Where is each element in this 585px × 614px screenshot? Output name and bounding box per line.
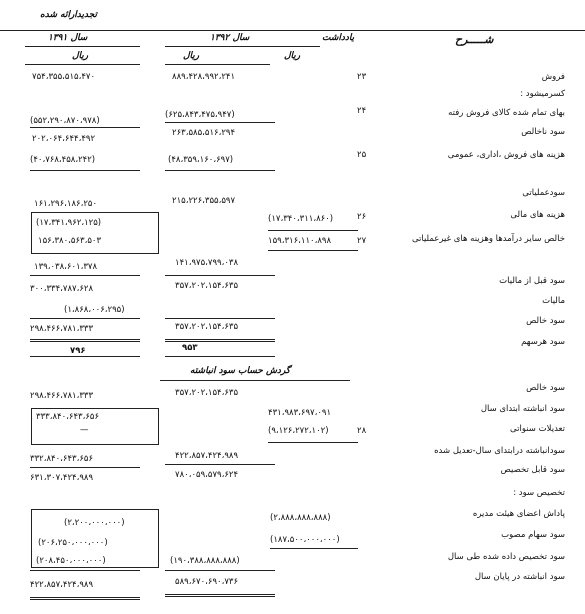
rule-allocated-b — [30, 570, 140, 571]
distributable-label: سود قابل تخصیص — [500, 465, 565, 475]
deduct-label: کسرمیشود : — [520, 89, 565, 99]
rule-rial-a — [165, 64, 270, 65]
restated-header: تجدیدارائه شده — [40, 10, 98, 20]
other-note: ۲۷ — [357, 236, 367, 246]
adjust-note: ۲۸ — [357, 426, 367, 436]
sales-1391: ۷۵۴،۳۵۵،۵۱۵،۴۷۰ — [32, 72, 96, 82]
selling-label: هزینه های فروش ،اداری، عمومی — [447, 150, 565, 160]
rule-adjust-c — [268, 442, 358, 443]
cogs-1392: (۶۲۵،۸۴۳،۴۷۵،۹۴۷) — [165, 110, 235, 120]
financial-1392: (۱۷،۳۴۰،۳۱۱،۸۶۰) — [268, 214, 334, 224]
opening-1391: ۳۳۳،۸۴۰،۶۴۳،۶۵۶ — [36, 412, 100, 422]
subtotal-1391: ۱۳۹،۰۳۸،۶۰۱،۳۷۸ — [34, 262, 98, 272]
dividend-1391: (۲۰۶،۲۵۰،۰۰۰،۰۰۰) — [38, 538, 108, 548]
allocated-label: سود تخصیص داده شده طی سال — [447, 552, 565, 562]
selling-1392: (۴۸،۳۵۹،۱۶۰،۶۹۷) — [168, 155, 234, 165]
rule-eps-b — [30, 356, 140, 357]
adj-open-1391: ۳۳۲،۸۴۰،۶۴۳،۶۵۶ — [30, 454, 94, 464]
adjust-1392: (۹،۱۲۶،۲۷۲،۱۰۲) — [268, 426, 329, 436]
net2-label: سود خالص — [526, 383, 565, 393]
net-label: سود خالص — [526, 316, 565, 326]
gross-label: سود ناخالص — [521, 127, 565, 137]
pretax-1392: ۳۵۷،۲۰۲،۱۵۴،۶۳۵ — [175, 281, 239, 291]
rule-sub-a — [165, 275, 275, 276]
rule-cogs-a — [165, 122, 275, 123]
adj-open-1392: ۴۲۲،۸۵۷،۴۲۴،۹۸۹ — [175, 451, 239, 461]
cogs-label: بهای تمام شده کالای فروش رفته — [448, 108, 565, 118]
cogs-1391: (۵۵۲،۲۹۰،۸۷۰،۹۷۸) — [30, 116, 100, 126]
rule-tax-a — [165, 318, 275, 319]
eps-1391: ۷۹۶ — [70, 346, 86, 356]
rial-1392-c: ریال — [284, 51, 301, 61]
year-1391-header: سال ۱۳۹۱ — [48, 33, 88, 43]
rule-selling-a — [165, 170, 275, 171]
description-header: شـــــرح — [455, 33, 494, 46]
allocated-1391: (۲۰۸،۴۵۰،۰۰۰،۰۰۰) — [36, 556, 106, 566]
board-1392: (۲،۸۸۸،۸۸۸،۸۸۸) — [270, 513, 331, 523]
sales-note: ۲۳ — [357, 72, 367, 82]
rule-rial-b — [25, 64, 140, 65]
year-1392-header: سال ۱۳۹۲ — [210, 33, 250, 43]
dividend-1392: (۱۸۷،۵۰۰،۰۰۰،۰۰۰) — [270, 535, 340, 545]
eps-1392: ۹۵۳ — [182, 343, 198, 353]
net2-1391: ۲۹۸،۴۶۶،۷۸۱،۳۳۳ — [30, 391, 94, 401]
rule-allocated-a — [165, 570, 275, 571]
opening-label: سود انباشته ابتدای سال — [480, 404, 565, 414]
rule-other-c — [268, 250, 358, 251]
rial-1392-a: ریال — [183, 51, 200, 61]
rule-sub-b — [30, 275, 140, 276]
selling-1391: (۴۰،۷۶۸،۴۵۸،۲۴۲) — [30, 155, 96, 165]
subtotal-1392: ۱۴۱،۹۷۵،۷۹۹،۰۳۸ — [175, 258, 239, 268]
net2-1392: ۳۵۷،۲۰۲،۱۵۴،۶۳۵ — [175, 388, 239, 398]
rule-tax-b — [30, 318, 140, 319]
adj-open-label: سودانباشته درابتدای سال-تعدیل شده — [434, 446, 565, 456]
rule-adjopen-a — [165, 464, 275, 465]
rule-eps-a — [165, 356, 275, 357]
pretax-label: سود قبل از مالیات — [499, 276, 565, 286]
closing-1391: ۴۲۲،۸۵۷،۴۲۴،۹۸۹ — [30, 580, 94, 590]
double-rule-closing-b — [30, 597, 140, 600]
dividend-label: سود سهام مصوب — [501, 530, 565, 540]
double-rule-net-b — [30, 339, 140, 342]
rial-1391: ریال — [72, 51, 89, 61]
selling-note: ۲۵ — [357, 150, 367, 160]
eps-label: سود هرسهم — [521, 337, 565, 347]
other-1391: ۱۵۶،۳۸۰،۵۶۳،۵۰۳ — [38, 236, 102, 246]
pretax-1391: ۳۰۰،۳۳۴،۷۸۷،۶۲۸ — [30, 284, 94, 294]
net-1392: ۳۵۷،۲۰۲،۱۵۴،۶۳۵ — [175, 322, 239, 332]
opening-1392: ۴۳۱،۹۸۳،۶۹۷،۰۹۱ — [268, 408, 332, 418]
board-label: پاداش اعضای هیئت مدیره — [472, 509, 565, 519]
rule-cogs-b — [30, 127, 140, 128]
rule-dividend-c — [270, 548, 358, 549]
net-1391: ۲۹۸،۴۶۶،۷۸۱،۳۳۳ — [30, 324, 94, 334]
operating-1392: ۲۱۵،۲۲۶،۳۵۵،۵۹۷ — [172, 196, 236, 206]
gross-1391: ۲۰۲،۰۶۴،۶۴۴،۴۹۲ — [32, 134, 96, 144]
closing-1392: ۵۸۹،۶۷۰،۶۹۰،۷۳۶ — [175, 577, 239, 587]
closing-label: سود انباشته در پایان سال — [474, 572, 565, 582]
sales-1392: ۸۸۹،۴۲۸،۹۹۲،۲۴۱ — [172, 72, 236, 82]
allocated-1392: (۱۹۰،۳۸۸،۸۸۸،۸۸۸) — [170, 556, 240, 566]
distributable-1391: ۶۳۱،۳۰۷،۴۲۴،۹۸۹ — [30, 473, 94, 483]
other-label: خالص سایر درآمدها وهزینه های غیرعملیاتی — [411, 234, 565, 244]
top-rule — [0, 30, 585, 31]
board-1391: (۲،۲۰۰،۰۰۰،۰۰۰) — [64, 518, 125, 528]
financial-1391: (۱۷،۳۴۱،۹۶۲،۱۲۵) — [36, 218, 102, 228]
cogs-note: ۲۴ — [357, 106, 367, 116]
rule-adjopen-b — [30, 467, 140, 468]
rule-1391 — [25, 46, 140, 47]
operating-1391: ۱۶۱،۲۹۶،۱۸۶،۲۵۰ — [34, 199, 98, 209]
double-rule-net-a — [165, 339, 275, 342]
rule-selling-b — [30, 170, 140, 171]
financial-note: ۲۶ — [357, 212, 367, 222]
tax-1391: (۱،۸۶۸،۰۰۶،۲۹۵) — [64, 305, 125, 315]
distributable-1392: ۷۸۰،۰۵۹،۵۷۹،۶۲۴ — [175, 470, 239, 480]
section-title-rule — [160, 380, 350, 381]
double-rule-closing-a — [165, 594, 275, 597]
other-1392: ۱۵۹،۳۱۶،۱۱۰،۸۹۸ — [268, 236, 332, 246]
retained-earnings-section-title: گردش حساب سود انباشته — [190, 366, 291, 376]
allocation-label: تخصیص سود : — [513, 488, 565, 498]
financial-label: هزینه های مالی — [510, 210, 565, 220]
gross-1392: ۲۶۳،۵۸۵،۵۱۶،۲۹۴ — [172, 128, 236, 138]
rule-1392 — [165, 46, 320, 47]
adjust-label: تعدیلات سنواتی — [510, 424, 565, 434]
sales-label: فروش — [541, 72, 565, 82]
note-header: یادداشت — [322, 33, 355, 43]
operating-label: سودعملیاتی — [522, 188, 565, 198]
tax-label: مالیات — [542, 296, 565, 306]
adjust-1391: — — [80, 425, 89, 435]
rule-financial-c — [268, 230, 358, 231]
